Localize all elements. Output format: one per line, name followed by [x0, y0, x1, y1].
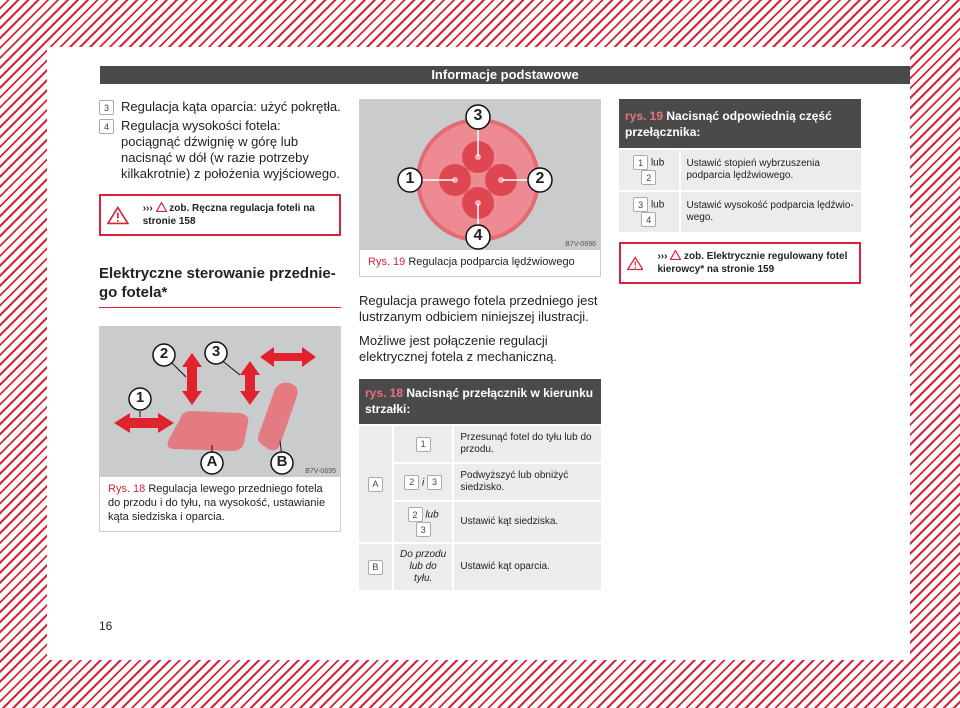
group-badge: A — [368, 477, 383, 492]
table-row — [359, 501, 601, 543]
page-header: Informacje podstawowe — [100, 66, 910, 84]
figure-image — [360, 100, 600, 250]
table-header — [359, 379, 601, 424]
warning-small-icon — [156, 202, 167, 212]
step-3 — [99, 99, 341, 115]
caption-text: Regulacja podparcia lędźwiowego — [408, 256, 575, 268]
key-cell: 1 — [393, 425, 454, 463]
figure-18 — [99, 326, 341, 532]
key-cell: 3 lub 4 — [619, 191, 680, 232]
key-cell: 1 lub 2 — [619, 149, 680, 191]
figure-caption — [100, 477, 340, 531]
column-left — [99, 99, 341, 532]
table-header — [619, 99, 861, 148]
warning-text — [657, 250, 853, 276]
callout-4: 4 — [473, 227, 483, 244]
figure-code: B7V-0695 — [305, 468, 336, 475]
caption-text: Regulacja lewego przedniego fotela do przodu i do tyłu, na wysokość, ustawianie kąta siedziska i oparcia. — [108, 483, 326, 523]
table-row — [619, 149, 861, 191]
table-title: Nacisnąć przełącznik w kierunku strzałki: — [365, 386, 594, 416]
desc-cell: Podwyższyć lub obniżyć siedzisko. — [453, 463, 601, 501]
warning-triangle-icon — [107, 204, 129, 227]
warning-triangle-icon — [627, 252, 643, 275]
callout-2: 2 — [535, 170, 545, 187]
cross-reference-link[interactable]: zob. Ręczna regulacja foteli na stronie 158 — [142, 203, 315, 227]
desc-cell: Przesunąć fotel do tyłu lub do przodu. — [453, 425, 601, 463]
figure-caption — [360, 250, 600, 276]
figure-label: Rys. 18 — [108, 483, 146, 495]
group-cell — [359, 543, 393, 590]
table — [359, 424, 601, 590]
page — [47, 47, 910, 660]
desc-cell: Ustawić stopień wybrzuszenia podparcia lędźwiowego. — [680, 149, 862, 191]
table-row — [359, 463, 601, 501]
step-text: Regulacja kąta oparcia: użyć pokrętła. — [121, 99, 341, 114]
paragraph: Regulacja prawego fotela przedniego jest lustrzanym odbiciem niniejszej ilustracji. — [359, 293, 598, 324]
cross-reference-link[interactable]: zob. Elektrycznie regulowany fotel kierowcy* na stronie 159 — [657, 251, 848, 275]
step-4 — [99, 118, 341, 182]
section-heading: Elektryczne sterowanie przedniego fotela* — [99, 264, 341, 308]
group-cell — [359, 425, 393, 543]
table-row — [619, 191, 861, 232]
paragraph: Możliwe jest połączenie regulacji elektrycznej fotela z mechaniczną. — [359, 333, 557, 364]
callout-A: A — [206, 453, 218, 470]
link-arrows: ››› — [657, 251, 668, 262]
figure-19 — [359, 99, 601, 277]
figure-label: Rys. 19 — [368, 256, 406, 268]
callout-1: 1 — [135, 389, 145, 406]
warning-small-icon — [670, 250, 681, 260]
key-cell: 2 i 3 — [393, 463, 454, 501]
step-text: Regulacja wysokości fotela: pociągnąć dźwignię w górę lub nacisnąć w dół (w razie potrzeby kilkakrotnie) z położenia wyjściowego. — [121, 118, 340, 181]
link-arrows: ››› — [142, 203, 153, 214]
warning-box — [619, 242, 861, 284]
callout-3: 3 — [473, 107, 483, 124]
table-fig19 — [619, 99, 861, 232]
desc-cell: Ustawić kąt siedziska. — [453, 501, 601, 543]
column-middle — [359, 99, 601, 590]
table-row — [359, 543, 601, 590]
desc-cell: Ustawić wysokość podparcia lędźwiowego. — [680, 191, 862, 232]
callout-2: 2 — [159, 345, 169, 362]
table-row — [359, 425, 601, 463]
table-fig-ref: rys. 19 — [625, 109, 664, 123]
table-fig-ref: rys. 18 — [365, 386, 404, 400]
key-cell: Do przodu lub do tyłu. — [393, 543, 454, 590]
callout-3: 3 — [211, 343, 221, 360]
step-number: 4 — [99, 119, 114, 134]
group-badge: B — [368, 560, 383, 575]
callout-1: 1 — [405, 170, 415, 187]
table-fig18 — [359, 379, 601, 590]
figure-image — [100, 327, 340, 477]
table-title: Nacisnąć odpowiednią część przełącznika: — [625, 109, 832, 139]
desc-cell: Ustawić kąt oparcia. — [453, 543, 601, 590]
step-number: 3 — [99, 100, 114, 115]
warning-text — [143, 202, 333, 228]
callout-B: B — [276, 453, 288, 470]
table — [619, 148, 861, 232]
figure-code: B7V-0696 — [565, 241, 596, 248]
warning-box — [99, 194, 341, 236]
page-number: 16 — [99, 619, 113, 633]
key-cell: 2 lub 3 — [393, 501, 454, 543]
column-right — [619, 99, 861, 284]
